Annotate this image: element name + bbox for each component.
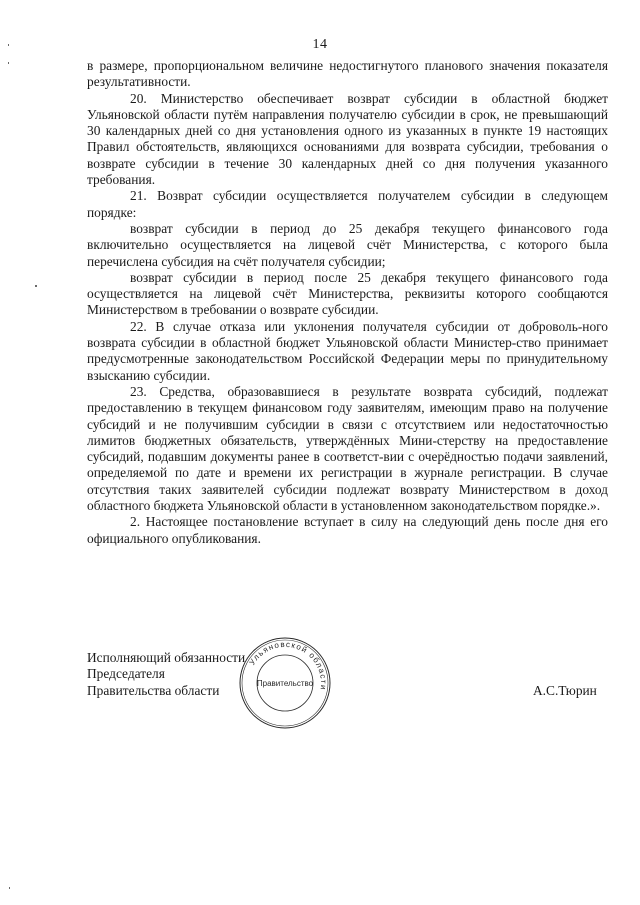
document-body (87, 58, 608, 547)
scan-artifact (8, 44, 9, 46)
paragraph-21-item-2: возврат субсидии в период после 25 декабря текущего финансового года осуществляется на лицевой счёт Министерства, реквизиты которого сообщаются Министерством в требовании о возврате субсидии. (87, 269, 608, 318)
signer-name: А.С.Тюрин (533, 683, 597, 698)
paragraph-20: 20. Министерство обеспечивает возврат субсидии в областной бюджет Ульяновской области путём направления получателю субсидии в срок, не превышающий 30 календарных дней со дня установления одного из указанных в пункте 19 настоящих Правил обстоятельств, являющихся основаниями для возврата субсидии, требования о возврате субсидии в течение 30 календарных дней со дня получения указанного требования. (87, 90, 608, 188)
signer-title-line-1: Исполняющий обязанности (87, 650, 246, 665)
page-number: 14 (312, 37, 328, 52)
signer-title-line-3: Правительства области (87, 682, 220, 698)
paragraph-23: 23. Средства, образовавшиеся в результате возврата субсидий, подлежат предоставлению в текущем финансовом году заявителям, имеющим право на получение субсидий и не получившим субсидии в связи с отсутствием или недостаточностью лимитов бюджетных обязательств, утверждённых Мини-стерству на предоставление субсидий, подавшим документы ранее в соответст-вии с очерёдностью подачи заявлений, определяемой по дате и времени их регистрации в журнале регистрации. В случае отсутствия таких заявителей субсидии подлежат возврату Министерством в доход областного бюджета Ульяновской области в установленном законодательством порядке.». (87, 383, 608, 514)
official-seal-stamp (237, 635, 333, 731)
paragraph-21-item-1: возврат субсидии в период до 25 декабря текущего финансового года включительно осуществляется на лицевой счёт Министерства, с которого была перечислена субсидия на счёт получателя субсидии; (87, 220, 608, 269)
scan-artifact (35, 285, 37, 287)
stamp-center-text: Правительство (256, 679, 314, 688)
signature-block (87, 650, 245, 699)
paragraph-22: 22. В случае отказа или уклонения получателя субсидии от доброволь-ного возврата субсидии в областной бюджет Ульяновской области Министер-ство принимает предусмотренные законодательством Российской Федерации меры по принудительному взысканию субсидии. (87, 318, 608, 383)
paragraph-21: 21. Возврат субсидии осуществляется получателем субсидии в следующем порядке: (87, 188, 608, 220)
scan-artifact (8, 62, 9, 64)
paragraph-2-effective-date: 2. Настоящее постановление вступает в силу на следующий день после дня его официального опубликования. (87, 514, 608, 546)
signer-title-line-2: Председателя (87, 666, 165, 682)
paragraph-continuation: в размере, пропорциональном величине недостигнутого планового значения показателя результативности. (87, 58, 608, 90)
scan-artifact (9, 887, 10, 889)
stamp-ring-text: Ульяновской области (247, 639, 329, 692)
